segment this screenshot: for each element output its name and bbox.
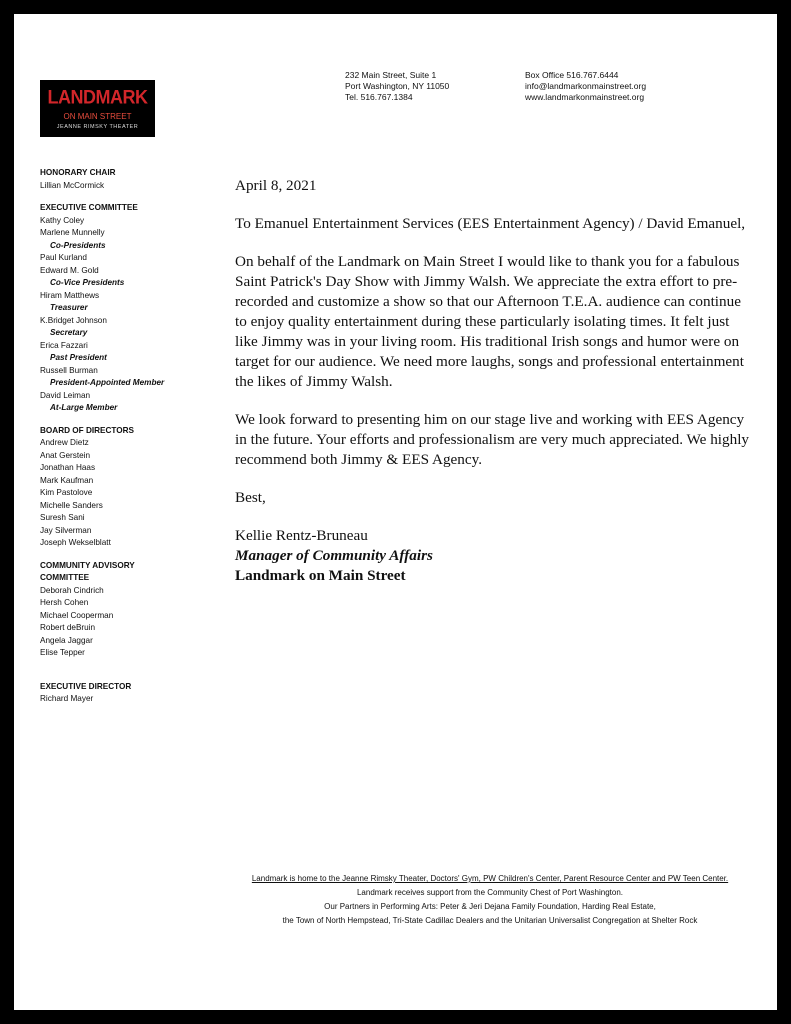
member-name: Joseph Wekselblatt	[40, 538, 111, 547]
member-name: Angela Jaggar	[40, 635, 93, 645]
signer-organization: Landmark on Main Street	[235, 567, 406, 584]
website-link[interactable]: www.landmarkonmainstreet.org	[525, 92, 645, 102]
letter-paragraph-1: On behalf of the Landmark on Main Street I would like to thank you for a fabulous Saint Patrick's Day Show with Jimmy Walsh. We appreciate the extra effort to pre-recorded and customize a show so that our Afternoon T.E.A. audience can continue to enjoy quality entertainment during these particularly isolating times. It felt just like Jimmy was in your living room. His traditional Irish songs and humor were on target for our audience. We need more laughs, songs and professional entertainment the likes of Jimmy Walsh.	[235, 253, 744, 390]
committee-member: Kathy Coley	[40, 215, 85, 225]
committee-member: David Leiman	[40, 390, 91, 400]
email-link[interactable]: info@landmarkonmainstreet.org	[525, 81, 647, 91]
member-name: Robert deBruin	[40, 623, 96, 632]
committee-member: K.Bridget Johnson	[40, 315, 107, 325]
member-name: Jay Silverman	[40, 525, 92, 535]
landmark-logo	[40, 80, 155, 137]
committee-member: Marlene Munnelly	[40, 228, 105, 237]
letter-date: April 8, 2021	[235, 177, 317, 194]
executive-committee-heading: EXECUTIVE COMMITTEE	[40, 203, 138, 212]
footer-line: Landmark is home to the Jeanne Rimsky Theater, Doctors' Gym, PW Children's Center, Parent Resource Center and PW Teen Center.	[251, 874, 729, 883]
committee-role: Co-Presidents	[50, 240, 106, 250]
committee-role: Past President	[50, 353, 107, 362]
advisory-list	[40, 585, 220, 660]
member-name: Elise Tepper	[40, 648, 85, 657]
executive-committee-list	[40, 215, 220, 415]
member-name: Hersh Cohen	[40, 598, 89, 607]
logo-wordmark: LANDMARK	[47, 85, 148, 108]
committee-role: At-Large Member	[50, 403, 118, 412]
logo-theater: JEANNE RIMSKY THEATER	[56, 124, 139, 130]
signer-name: Kellie Rentz-Bruneau	[235, 527, 368, 544]
member-name: Deborah Cindrich	[40, 585, 104, 595]
footer-line: Our Partners in Performing Arts: Peter & Jeri Dejana Family Foundation, Harding Real Estate,	[324, 902, 656, 911]
committee-member: Hiram Matthews	[40, 290, 100, 300]
executive-director-heading: EXECUTIVE DIRECTOR	[40, 681, 132, 691]
committee-member: Edward M. Gold	[40, 265, 99, 275]
address-block	[345, 70, 449, 103]
member-name: Jonathan Haas	[40, 463, 96, 472]
letter-body	[235, 176, 755, 586]
footer-line: the Town of North Hempstead, Tri-State Cadillac Dealers and the Unitarian Universalist Congregation at Shelter Rock	[282, 916, 698, 925]
committee-member: Erica Fazzari	[40, 340, 88, 350]
executive-director-name: Richard Mayer	[40, 694, 94, 703]
letter-paragraph-2: We look forward to presenting him on our stage live and working with EES Agency in the future. Your efforts and professionalism are very much appreciated. We highly recommend both Jimmy & EES Agency.	[235, 411, 750, 468]
committee-role: Treasurer	[50, 303, 88, 312]
board-heading: BOARD OF DIRECTORS	[40, 425, 135, 435]
footer-line: Landmark receives support from the Community Chest of Port Washington.	[356, 888, 624, 897]
contact-block	[525, 70, 646, 103]
committee-member: Paul Kurland	[40, 253, 87, 262]
address-line: 232 Main Street, Suite 1	[345, 70, 437, 80]
phone: Tel. 516.767.1384	[345, 92, 413, 102]
committee-member: Russell Burman	[40, 365, 98, 375]
sidebar	[40, 167, 220, 706]
member-name: Suresh Sani	[40, 513, 85, 522]
logo-subtitle: ON MAIN STREET	[63, 112, 132, 121]
committee-role: Co-Vice Presidents	[50, 278, 125, 287]
signer-title: Manager of Community Affairs	[235, 547, 433, 564]
footer	[220, 872, 760, 928]
committee-role: President-Appointed Member	[50, 378, 165, 387]
member-name: Mark Kaufman	[40, 475, 94, 485]
advisory-heading: COMMUNITY ADVISORY	[40, 560, 135, 570]
address-line: Port Washington, NY 11050	[345, 81, 450, 91]
board-list	[40, 437, 220, 550]
member-name: Michael Cooperman	[40, 610, 114, 620]
box-office: Box Office 516.767.6444	[525, 70, 619, 80]
advisory-heading-2: COMMITTEE	[40, 573, 90, 582]
honorary-chair-heading: HONORARY CHAIR	[40, 168, 116, 177]
honorary-chair-name: Lillian McCormick	[40, 180, 105, 190]
letter-salutation: To Emanuel Entertainment Services (EES Entertainment Agency) / David Emanuel,	[235, 215, 746, 232]
committee-role: Secretary	[50, 328, 88, 337]
letter-closing: Best,	[235, 489, 266, 506]
member-name: Kim Pastolove	[40, 488, 93, 497]
member-name: Andrew Dietz	[40, 438, 89, 447]
member-name: Michelle Sanders	[40, 500, 103, 510]
member-name: Anat Gerstein	[40, 450, 91, 460]
